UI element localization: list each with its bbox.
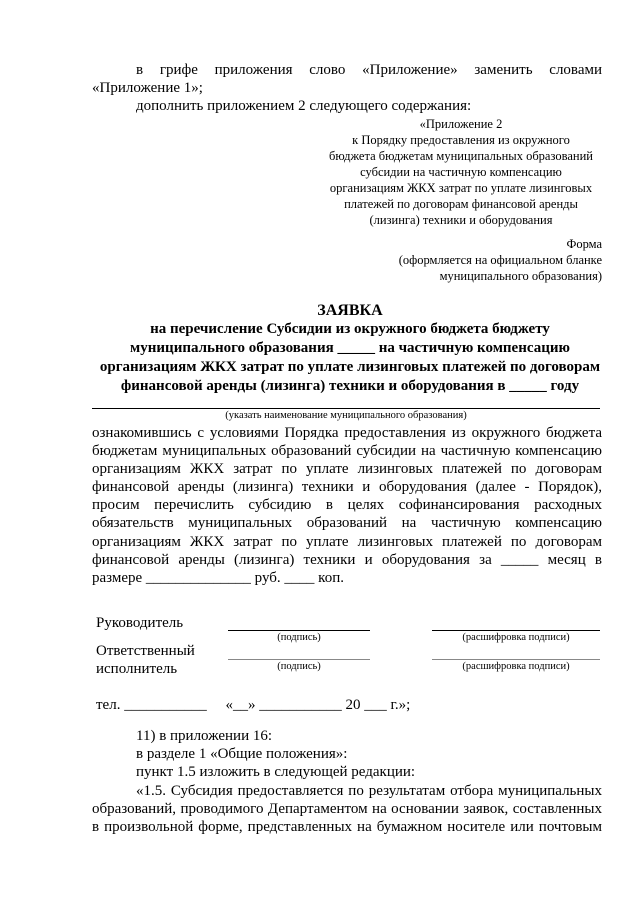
closing-para-line: «1.5. Субсидия предоставляется по результатам отбора муниципальных <box>136 783 602 799</box>
document-title <box>72 301 628 396</box>
intro-line-3: дополнить приложением 2 следующего содержания: <box>136 98 472 114</box>
municipality-caption: (указать наименование муниципального образования) <box>225 410 467 421</box>
appendix-header-line: субсидии на частичную компенсацию <box>360 165 562 179</box>
title-line: финансовой аренды (лизинга) техники и оборудования в _____ году <box>120 378 580 394</box>
head-signature-line <box>228 630 370 631</box>
head-signature-caption: (подпись) <box>277 632 321 643</box>
form-note <box>340 236 602 284</box>
executor-label-1: Ответственный <box>96 643 195 659</box>
head-label: Руководитель <box>96 615 184 631</box>
intro-line-2: «Приложение 1»; <box>92 80 203 96</box>
form-note-line: (оформляется на официальном бланке <box>398 253 602 267</box>
phone-date-line: тел. ___________ «__» ___________ 20 ___ г.»; <box>96 697 411 713</box>
form-note-line: Форма <box>566 237 602 251</box>
executor-signature-line <box>228 659 370 660</box>
title-line: организациям ЖКХ затрат по уплате лизинговых платежей по договорам <box>99 359 601 375</box>
body-line: организациям ЖКХ затрат по уплате лизинговых платежей по договорам <box>92 461 602 478</box>
municipality-name-line <box>92 408 600 409</box>
executor-decoding-line <box>432 659 600 660</box>
body-line: финансовой аренды (лизинга) техники и оборудования (далее - Порядок), <box>92 479 602 496</box>
closing-para-line: в произвольной форме, представленных на бумажном носителе или почтовым <box>92 819 602 836</box>
request-body <box>92 424 602 587</box>
closing-line-3: пункт 1.5 изложить в следующей редакции: <box>136 764 416 780</box>
head-decoding-line <box>432 630 600 631</box>
body-line: обязательств муниципальных образований на частичную компенсацию <box>92 515 602 532</box>
title-line: муниципального образования _____ на частичную компенсацию <box>130 340 570 356</box>
intro-line-1: в грифе приложения слово «Приложение» заменить словами <box>136 62 602 78</box>
appendix-header-line: (лизинга) техники и оборудования <box>369 213 553 227</box>
body-line: размере ______________ руб. ____ коп. <box>92 569 344 586</box>
body-line: бюджетам муниципальных образований субсидии на частичную компенсацию <box>92 443 602 460</box>
appendix-header-line: к Порядку предоставления из окружного <box>352 133 570 147</box>
appendix-header-line: организациям ЖКХ затрат по уплате лизинговых <box>329 181 593 195</box>
document-heading: ЗАЯВКА <box>317 302 383 319</box>
body-line: организациям ЖКХ затрат по уплате лизинговых платежей по договорам <box>92 533 602 550</box>
executor-signature-caption: (подпись) <box>277 661 321 672</box>
closing-paragraph <box>92 782 602 836</box>
closing-para-line: образований, проводимого Департаментом на основании заявок, составленных <box>92 801 602 818</box>
title-line: на перечисление Субсидии из окружного бюджета бюджету <box>150 321 550 337</box>
appendix-header-line: платежей по договорам финансовой аренды <box>344 197 578 211</box>
body-line: ознакомившись с условиями Порядка предоставления из окружного бюджета <box>92 425 602 441</box>
closing-line-1: 11) в приложении 16: <box>136 728 273 744</box>
body-line: просим перечислить субсидию в целях софинансирования расходных <box>92 497 602 514</box>
body-line: финансовой аренды (лизинга) техники и оборудования за _____ месяц в <box>92 551 602 568</box>
form-note-line: муниципального образования) <box>439 269 602 283</box>
appendix-header <box>316 116 606 228</box>
appendix-header-line: «Приложение 2 <box>419 117 503 131</box>
appendix-header-line: бюджета бюджетам муниципальных образований <box>329 149 593 163</box>
closing-line-2: в разделе 1 «Общие положения»: <box>136 746 348 762</box>
executor-decoding-caption: (расшифровка подписи) <box>462 661 570 672</box>
head-decoding-caption: (расшифровка подписи) <box>462 632 570 643</box>
executor-label-2: исполнитель <box>96 661 178 677</box>
